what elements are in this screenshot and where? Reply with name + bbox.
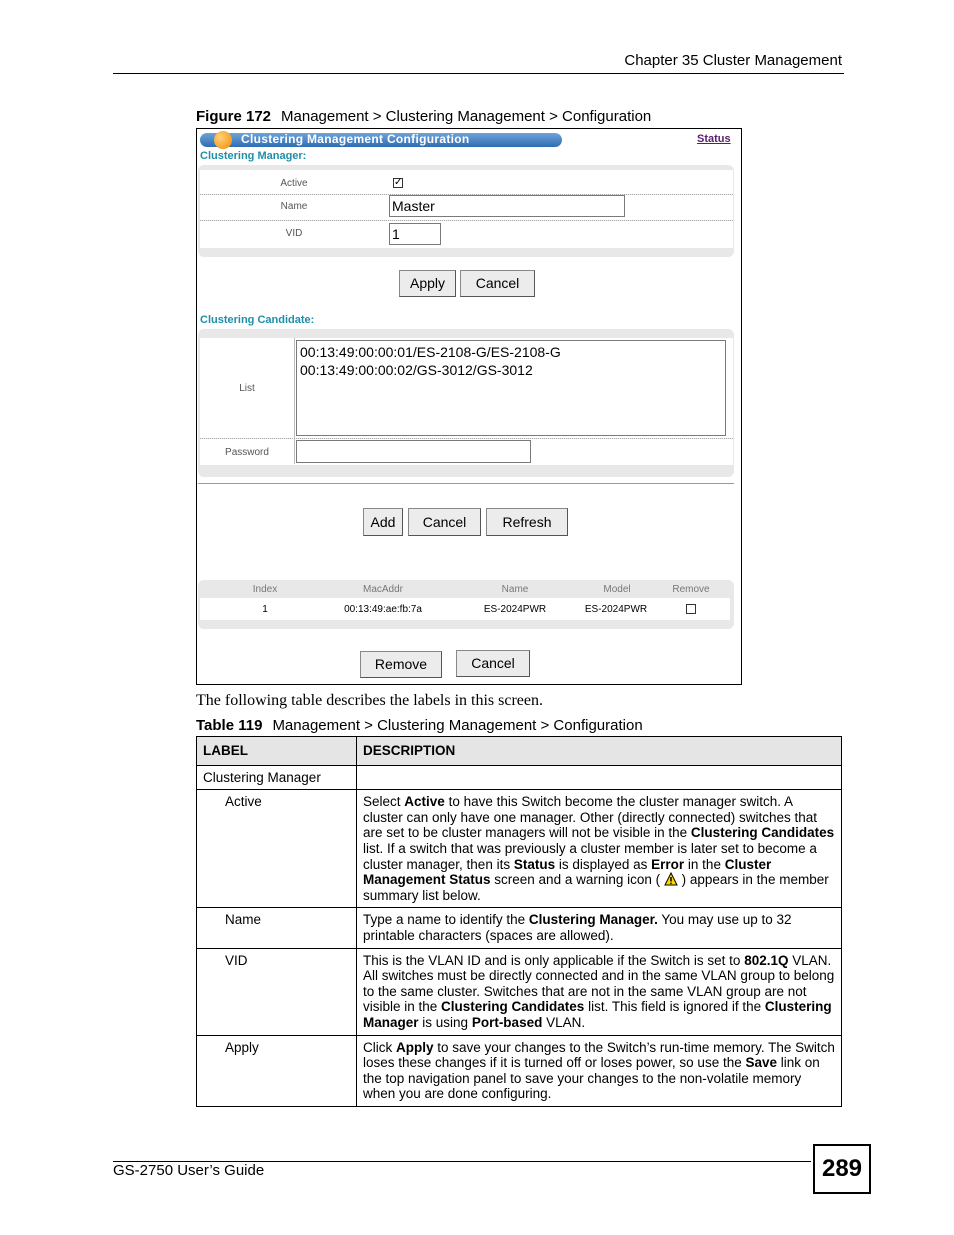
candidate-listbox[interactable] <box>296 340 726 436</box>
figure-number: Figure 172 <box>196 108 272 125</box>
cell-model: ES-2024PWR <box>584 604 648 615</box>
manager-cancel-button[interactable]: Cancel <box>460 270 535 297</box>
apply-button[interactable]: Apply <box>399 270 456 297</box>
candidate-cancel-button[interactable]: Cancel <box>408 508 481 536</box>
orb-icon <box>214 131 232 149</box>
chapter-header: Chapter 35 Cluster Management <box>624 52 842 69</box>
warning-icon <box>664 872 678 886</box>
table-header-row <box>197 737 842 766</box>
section-description <box>357 765 842 790</box>
active-label: Active <box>280 178 308 189</box>
remove-checkbox[interactable] <box>686 604 696 614</box>
table-caption <box>196 717 643 734</box>
password-field[interactable] <box>296 440 531 463</box>
candidate-section-title: Clustering Candidate: <box>200 314 315 326</box>
footer-guide-title: GS-2750 User’s Guide <box>113 1162 265 1179</box>
row-label: Active <box>197 790 357 908</box>
table-row <box>197 948 842 1035</box>
col-header-name: Name <box>501 584 529 595</box>
row-label: Name <box>197 908 357 948</box>
row-label: VID <box>197 948 357 1035</box>
col-header-index: Index <box>252 584 278 595</box>
name-label: Name <box>280 201 308 212</box>
intro-paragraph: The following table describes the labels in this screen. <box>196 692 544 709</box>
table-number: Table 119 <box>196 717 263 734</box>
remove-button[interactable]: Remove <box>360 651 442 678</box>
figure-title: Management > Clustering Management > Configuration <box>281 108 652 125</box>
column-divider <box>294 338 295 464</box>
add-button[interactable]: Add <box>363 508 403 536</box>
section-label: Clustering Manager <box>197 765 357 790</box>
manager-section-title: Clustering Manager: <box>200 150 307 162</box>
list-item[interactable]: 00:13:49:00:00:01/ES-2108-G/ES-2108-G <box>300 344 561 360</box>
figure-caption <box>196 108 651 125</box>
vid-label: VID <box>285 228 303 239</box>
col-header-remove: Remove <box>672 584 710 595</box>
page-number: 289 <box>813 1144 871 1194</box>
active-checkbox[interactable]: ✓ <box>394 177 403 188</box>
screen-title: Clustering Management Configuration <box>241 132 470 146</box>
table-title: Management > Clustering Management > Configuration <box>272 717 643 734</box>
row-description: This is the VLAN ID and is only applicable if the Switch is set to 802.1Q VLAN. All switches must be directly connected and in the same VLAN group to belong to the same cluster. Switches that are not in the same VLAN group are not visible in the Clustering Candidates list. This field is ignored if the Clustering Manager is using Port-based VLAN. <box>357 948 842 1035</box>
members-cancel-button[interactable]: Cancel <box>456 650 530 677</box>
refresh-button[interactable]: Refresh <box>486 508 568 536</box>
row-description: Type a name to identify the Clustering Manager. You may use up to 32 printable characters (spaces are allowed). <box>357 908 842 948</box>
header-description: DESCRIPTION <box>357 737 842 766</box>
col-header-macaddr: MacAddr <box>362 584 403 595</box>
table-row <box>197 790 842 908</box>
vid-field[interactable]: 1 <box>389 223 441 245</box>
section-divider <box>198 483 734 484</box>
table-row <box>197 1035 842 1106</box>
password-label: Password <box>225 447 269 458</box>
row-description: Click Apply to save your changes to the Switch’s run-time memory. The Switch loses these changes if it is turned off or loses power, so use the Save link on the top navigation panel to save your changes to the non-volatile memory when you are done configuring. <box>357 1035 842 1106</box>
status-link[interactable]: Status <box>697 133 731 145</box>
cell-macaddr: 00:13:49:ae:fb:7a <box>344 604 422 615</box>
col-header-model: Model <box>603 584 631 595</box>
table-row <box>197 908 842 948</box>
list-item[interactable]: 00:13:49:00:00:02/GS-3012/GS-3012 <box>300 362 533 378</box>
row-label: Apply <box>197 1035 357 1106</box>
header-label: LABEL <box>197 737 357 766</box>
row-description: Select Active to have this Switch become the cluster manager switch. A cluster can only have one manager. Other (directly connected) switches that are set to be cluster managers will not be visible in the Clustering Candidates list. If a switch that was previously a cluster member is later set to become a cluster manager, then its Status is displayed as Error in the Cluster Management Status screen and a warning icon ( ) appears in the member summary list below. <box>357 790 842 908</box>
cell-index: 1 <box>262 604 268 615</box>
description-table <box>196 736 842 1107</box>
header-rule <box>113 73 844 74</box>
cell-name: ES-2024PWR <box>483 604 547 615</box>
table-row <box>197 765 842 790</box>
list-label: List <box>239 383 255 394</box>
name-field[interactable]: Master <box>389 195 625 217</box>
